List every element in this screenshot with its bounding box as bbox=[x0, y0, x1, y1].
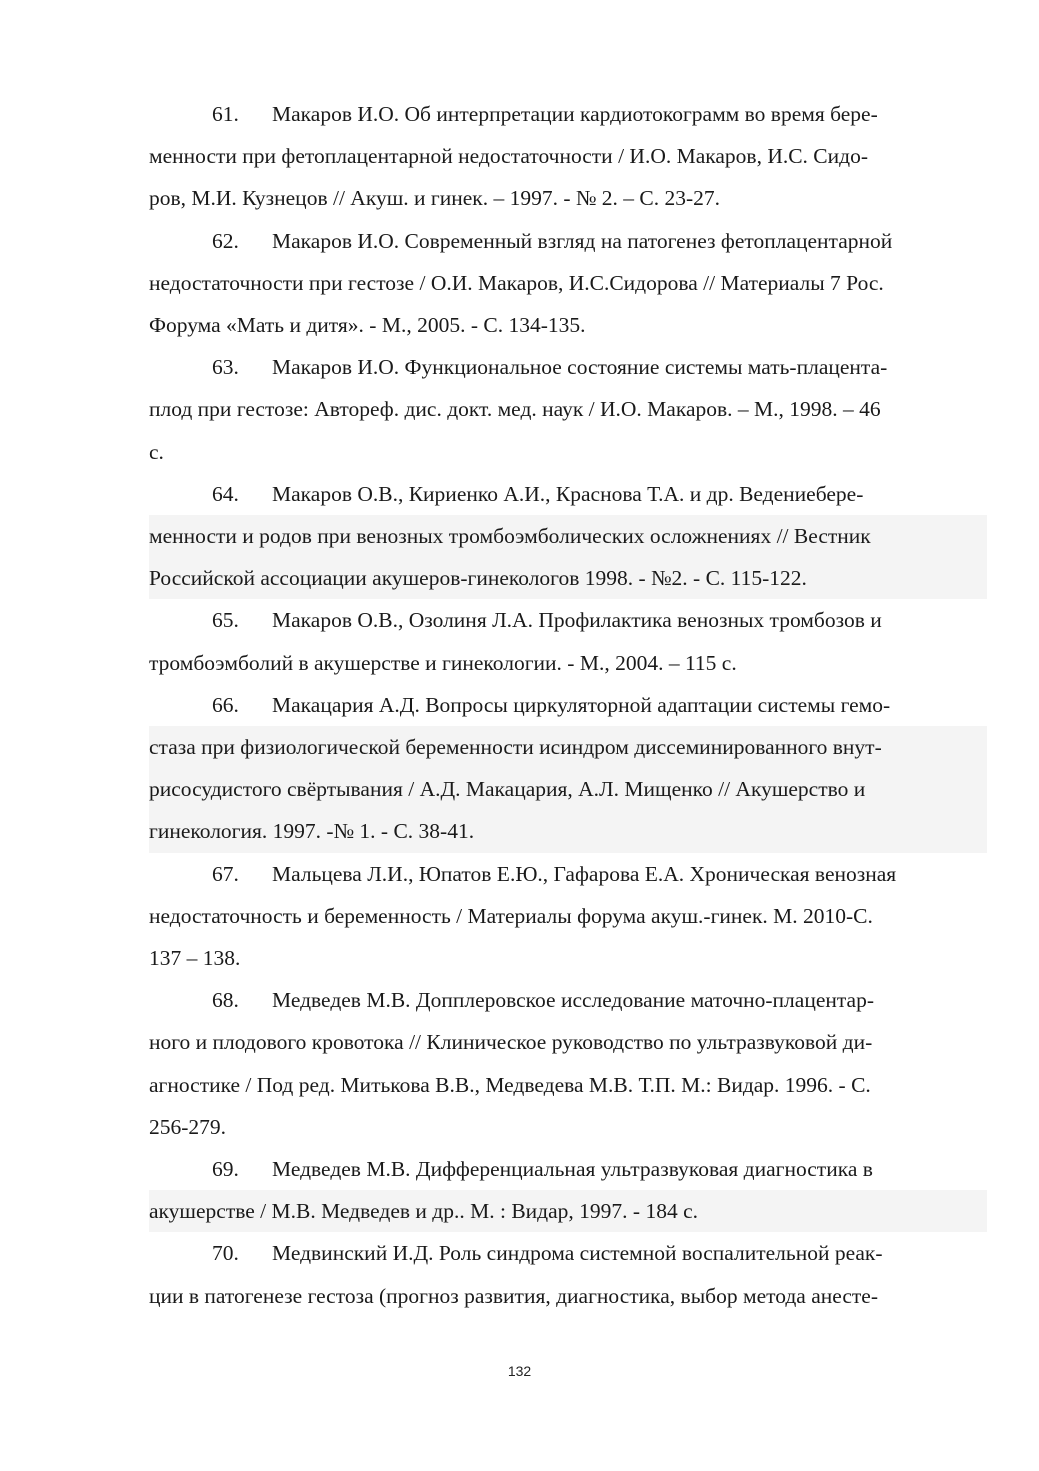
reference-item bbox=[149, 979, 987, 1148]
reference-number: 61. bbox=[212, 102, 239, 126]
reference-line: недостаточности при гестозе / О.И. Макаров, И.С.Сидорова // Материалы 7 Рос. bbox=[149, 270, 884, 295]
reference-line: тромбоэмболий в акушерстве и гинекологии. - М., 2004. – 115 с. bbox=[149, 650, 737, 675]
reference-line: рисосудистого свёртывания / А.Д. Макацария, А.Л. Мищенко // Акушерство и bbox=[149, 768, 987, 810]
reference-line: Российской ассоциации акушеров-гинекологов 1998. - №2. - С. 115-122. bbox=[149, 557, 987, 599]
reference-line: недостаточность и беременность / Материалы форума акуш.-гинек. М. 2010-С. bbox=[149, 903, 873, 928]
reference-line: менности при фетоплацентарной недостаточности / И.О. Макаров, И.С. Сидо- bbox=[149, 144, 869, 169]
reference-line: Мальцева Л.И., Юпатов Е.Ю., Гафарова Е.А. Хроническая венозная bbox=[272, 861, 897, 886]
page-number: 132 bbox=[507, 1363, 532, 1379]
reference-item bbox=[149, 599, 987, 683]
reference-line: агностике / Под ред. Митькова В.В., Медведева М.В. Т.П. М.: Видар. 1996. - С. bbox=[149, 1072, 871, 1097]
reference-line: Медведев М.В. Дифференциальная ультразвуковая диагностика в bbox=[272, 1157, 873, 1182]
reference-number: 62. bbox=[212, 228, 239, 253]
reference-item bbox=[149, 473, 987, 600]
reference-line: ров, М.И. Кузнецов // Акуш. и гинек. – 1997. - № 2. – С. 23-27. bbox=[149, 186, 721, 211]
reference-line: Макаров И.О. Современный взгляд на патогенез фетоплацентарной bbox=[272, 228, 893, 253]
reference-item bbox=[149, 220, 987, 347]
reference-list bbox=[149, 93, 987, 1317]
reference-line: ного и плодового кровотока // Клиническое руководство по ультразвуковой ди- bbox=[149, 1030, 873, 1055]
reference-line: стаза при физиологической беременности исиндром диссеминированного внут- bbox=[149, 726, 987, 768]
reference-line: 256-279. bbox=[149, 1114, 227, 1139]
reference-line: гинекология. 1997. -№ 1. - С. 38-41. bbox=[149, 810, 987, 852]
reference-number: 67. bbox=[212, 861, 239, 886]
reference-number: 64. bbox=[212, 481, 239, 506]
reference-number: 68. bbox=[212, 988, 239, 1013]
reference-line: Макаров И.О. Об интерпретации кардиотокограмм во время бере- bbox=[272, 102, 878, 126]
reference-line: ции в патогенезе гестоза (прогноз развития, диагностика, выбор метода анесте- bbox=[149, 1283, 878, 1308]
reference-line: Медвинский И.Д. Роль синдрома системной воспалительной реак- bbox=[272, 1241, 883, 1266]
reference-line: Макаров И.О. Функциональное состояние системы мать-плацента- bbox=[272, 355, 888, 380]
reference-item bbox=[149, 684, 987, 853]
reference-line: Форума «Мать и дитя». - М., 2005. - С. 134-135. bbox=[149, 313, 586, 338]
reference-line: Макаров О.В., Озолиня Л.А. Профилактика венозных тромбозов и bbox=[272, 608, 882, 633]
reference-line: менности и родов при венозных тромбоэмболических осложнениях // Вестник bbox=[149, 515, 987, 557]
reference-item bbox=[149, 1148, 987, 1232]
reference-line: Макацария А.Д. Вопросы циркуляторной адаптации системы гемо- bbox=[272, 692, 891, 717]
reference-number: 63. bbox=[212, 355, 239, 380]
reference-number: 65. bbox=[212, 608, 239, 633]
reference-line: с. bbox=[149, 439, 164, 464]
reference-number: 69. bbox=[212, 1157, 239, 1182]
reference-line: 137 – 138. bbox=[149, 946, 241, 971]
reference-item bbox=[149, 1232, 987, 1316]
reference-item bbox=[149, 853, 987, 980]
reference-item bbox=[149, 346, 987, 473]
reference-line: плод при гестозе: Автореф. дис. докт. мед. наук / И.О. Макаров. – М., 1998. – 46 bbox=[149, 397, 881, 422]
reference-line: Медведев М.В. Допплеровское исследование маточно-плацентар- bbox=[272, 988, 874, 1013]
reference-item bbox=[149, 93, 987, 220]
reference-line: акушерстве / М.В. Медведев и др.. М. : Видар, 1997. - 184 с. bbox=[149, 1190, 987, 1232]
reference-number: 70. bbox=[212, 1241, 239, 1266]
reference-number: 66. bbox=[212, 692, 239, 717]
reference-line: Макаров О.В., Кириенко А.И., Краснова Т.А. и др. Ведениебере- bbox=[272, 481, 864, 506]
